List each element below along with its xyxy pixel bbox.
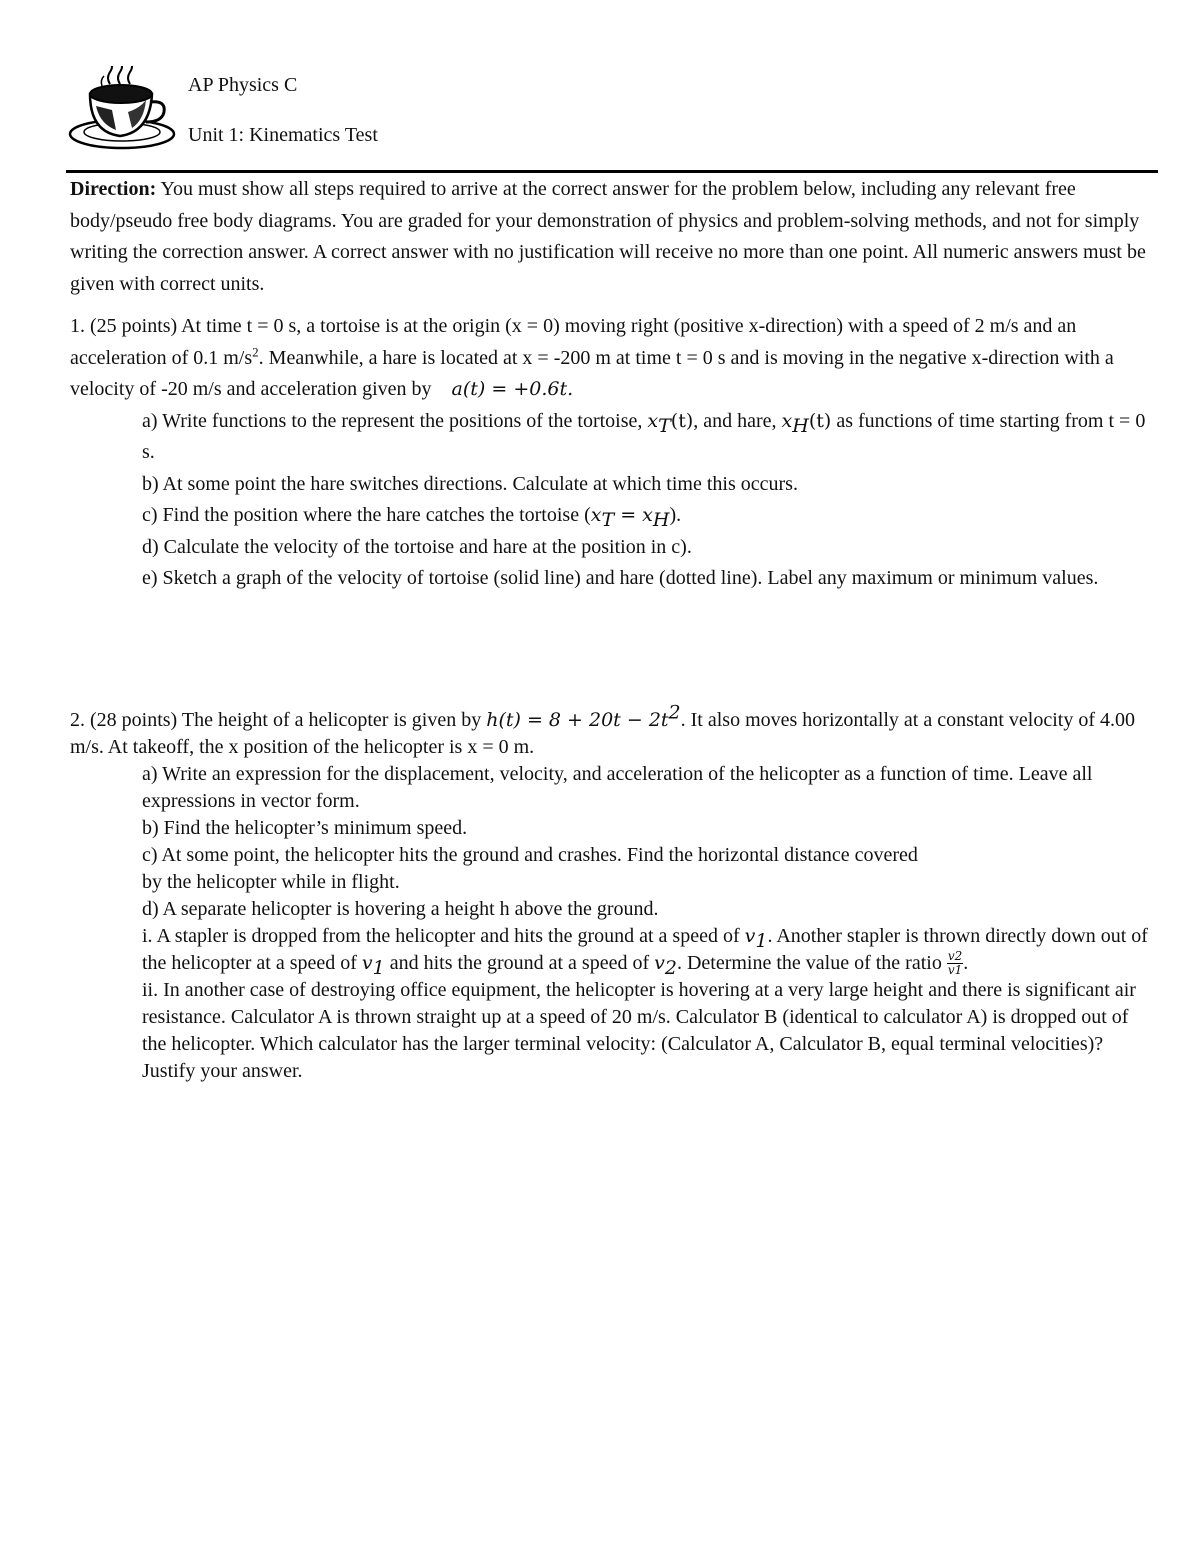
problem-2-part-d: d) A separate helicopter is hovering a height h above the ground. bbox=[142, 897, 659, 920]
math-symbol: (t) bbox=[808, 409, 832, 432]
math-subscript: H bbox=[652, 509, 670, 531]
math-subscript: T bbox=[601, 509, 615, 531]
math-symbol: x bbox=[590, 504, 602, 526]
document-body bbox=[70, 174, 1150, 1085]
problem-1-intro-text-2: . Meanwhile, a hare is located at x = -200 m at time t = 0 s and is moving in the negative x-direction with a velocity of -20 m/s and acceleration given by bbox=[70, 346, 1114, 400]
math-subscript: T bbox=[658, 414, 671, 437]
problem-1-intro bbox=[70, 311, 1150, 406]
problem-1-part-e: e) Sketch a graph of the velocity of tortoise (solid line) and hare (dotted line). Label any maximum or minimum values. bbox=[142, 567, 1099, 589]
fraction-denominator: v1 bbox=[947, 963, 963, 978]
math-symbol: x bbox=[647, 409, 659, 432]
part-c-text-2: ). bbox=[669, 504, 682, 526]
math-symbol: v bbox=[744, 924, 756, 947]
part-i-text-4: . Determine the value of the ratio bbox=[676, 951, 947, 974]
direction-paragraph bbox=[70, 174, 1150, 300]
problem-1 bbox=[70, 311, 1150, 595]
part-c-line-2: by the helicopter while in flight. bbox=[142, 870, 400, 893]
problem-1-part-d: d) Calculate the velocity of the tortoise and hare at the position in c). bbox=[142, 535, 692, 558]
problem-2-part-d-i bbox=[142, 923, 1150, 978]
problem-2-part-c bbox=[142, 842, 1150, 896]
problem-2-part-b: b) Find the helicopter’s minimum speed. bbox=[142, 816, 468, 839]
test-title: Unit 1: Kinematics Test bbox=[188, 124, 378, 146]
fraction-numerator: v2 bbox=[947, 949, 963, 964]
page-header bbox=[66, 66, 1156, 174]
math-subscript: 1 bbox=[372, 956, 385, 979]
math-symbol: (t) bbox=[670, 409, 694, 432]
header-divider bbox=[66, 170, 1158, 173]
part-c-text: c) Find the position where the hare catches the tortoise ( bbox=[142, 504, 591, 526]
course-name: AP Physics C bbox=[188, 74, 298, 96]
problem-2-intro-text: 2. (28 points) The height of a helicopter is given by bbox=[70, 708, 487, 731]
direction-text: You must show all steps required to arrive at the correct answer for the problem below, including any relevant free body/pseudo free body diagrams. You are graded for your demonstration of physics and problem-solving methods, and not for simply writing the correction answer. A correct answer with no justification will receive no more than one point. All numeric answers must be given with correct units. bbox=[70, 178, 1146, 295]
superscript: 2 bbox=[668, 700, 681, 723]
math-subscript: 1 bbox=[755, 929, 768, 952]
math-symbol: = x bbox=[614, 504, 653, 526]
math-subscript: 2 bbox=[664, 956, 677, 979]
problem-2-part-a: a) Write an expression for the displacement, velocity, and acceleration of the helicopter as a function of time. Leave all expressions in vector form. bbox=[142, 762, 1093, 812]
math-symbol: x bbox=[781, 409, 793, 432]
problem-2-intro-text-2: . It also moves horizontally at a constant velocity of 4.00 m/s. At takeoff, the x position of the helicopter is x = 0 m. bbox=[70, 708, 1135, 758]
ratio-fraction bbox=[947, 950, 963, 977]
problem-1-part-a bbox=[142, 406, 1150, 469]
part-i-text-3: and hits the ground at a speed of bbox=[384, 951, 655, 974]
part-a-text-2: , and hare, bbox=[693, 409, 782, 432]
math-symbol: v bbox=[654, 951, 665, 974]
part-a-text-3: as functions of time starting from t = 0 s. bbox=[142, 409, 1146, 463]
part-c-line-1: c) At some point, the helicopter hits the ground and crashes. Find the horizontal distance covered bbox=[142, 843, 918, 866]
problem-1-part-b: b) At some point the hare switches directions. Calculate at which time this occurs. bbox=[142, 472, 798, 495]
problem-1-intro-text: 1. (25 points) At time t = 0 s, a tortoise is at the origin (x = 0) moving right (positive x-direction) with a speed of 2 m/s and an acceleration of 0.1 m/s bbox=[70, 315, 1077, 369]
problem-2-intro bbox=[70, 700, 1150, 761]
height-equation: h(t) = 8 + 20t − 2t bbox=[486, 708, 669, 731]
problem-2 bbox=[70, 700, 1150, 1086]
part-i-text: i. A stapler is dropped from the helicopter and hits the ground at a speed of bbox=[142, 924, 745, 947]
math-subscript: H bbox=[792, 414, 809, 437]
math-symbol: v bbox=[361, 951, 373, 974]
part-i-text-2: . Another stapler is thrown directly down out of the helicopter at a speed of bbox=[142, 924, 1148, 974]
part-a-text: a) Write functions to the represent the positions of the tortoise, bbox=[142, 409, 648, 432]
superscript: 2 bbox=[252, 343, 259, 359]
acceleration-equation: a(t) = +0.6t. bbox=[451, 378, 574, 400]
problem-2-part-d-ii: ii. In another case of destroying office equipment, the helicopter is hovering at a very large height and there is significant air resistance. Calculator A is thrown straight up at a speed of 20 m/s. Calculator B (identical to calculator A) is dropped out of the helicopter. Which calculator has the larger terminal velocity: (Calculator A, Calculator B, equal terminal velocities)? Justify your answer. bbox=[142, 979, 1136, 1083]
part-i-text-5: . bbox=[963, 951, 969, 974]
problem-1-part-c bbox=[142, 500, 1150, 532]
direction-label: Direction: bbox=[70, 178, 157, 200]
coffee-cup-icon bbox=[66, 66, 184, 156]
